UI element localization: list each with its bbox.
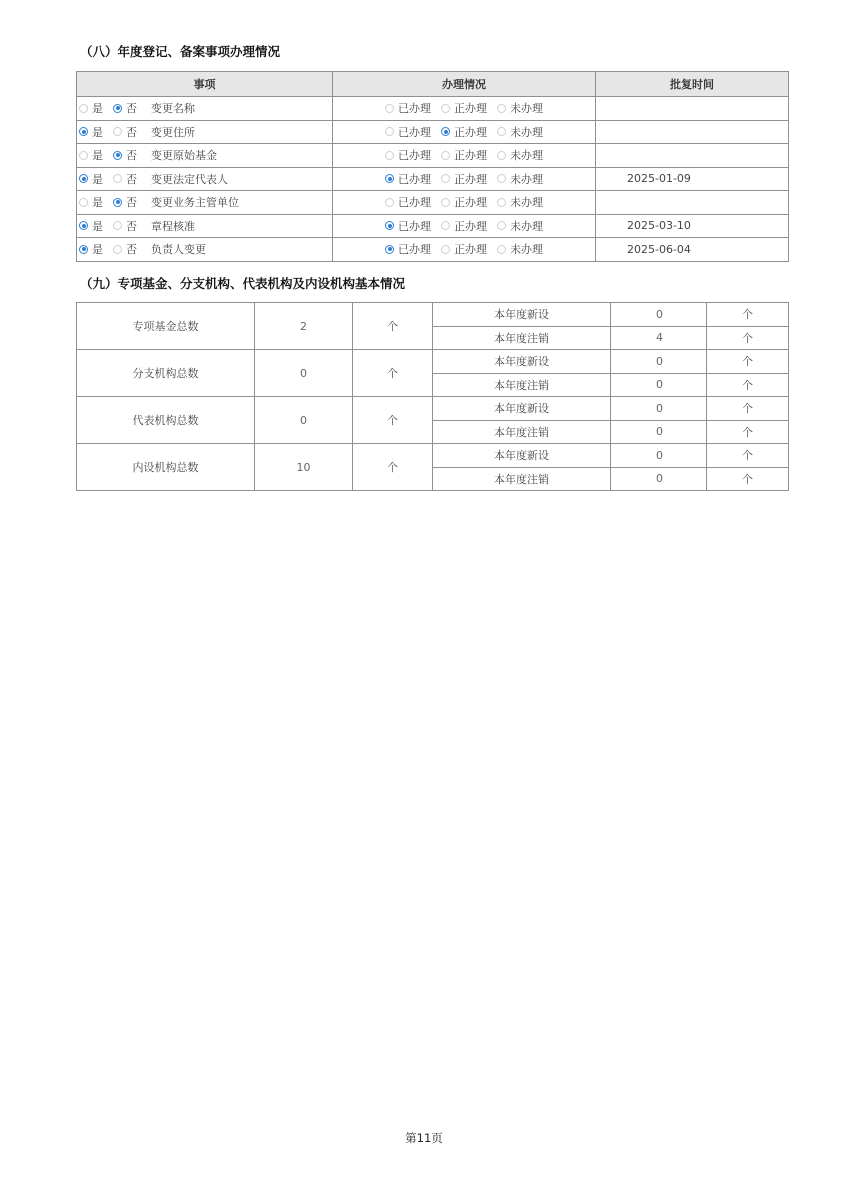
item-name: 变更业务主管单位 — [151, 196, 239, 210]
radio-icon[interactable] — [113, 198, 122, 207]
radio-icon[interactable] — [79, 151, 88, 160]
status-label: 未办理 — [510, 102, 543, 116]
radio-icon[interactable] — [113, 221, 122, 230]
item-cell — [77, 120, 333, 144]
radio-icon[interactable] — [441, 198, 450, 207]
cancel-count: 0 — [611, 373, 707, 397]
status-cell — [333, 238, 596, 262]
yes-option[interactable] — [79, 124, 103, 140]
yes-label: 是 — [92, 149, 103, 163]
item-name: 变更名称 — [151, 102, 195, 116]
header-date: 批复时间 — [596, 72, 789, 97]
item-name: 变更住所 — [151, 125, 195, 139]
registration-table — [76, 71, 789, 262]
status-label: 正办理 — [454, 102, 487, 116]
unit-label: 个 — [353, 444, 433, 491]
section8-title: （八）年度登记、备案事项办理情况 — [80, 44, 281, 59]
table-row — [77, 120, 789, 144]
yes-option[interactable] — [79, 194, 103, 210]
status-option[interactable] — [497, 218, 543, 234]
status-label: 已办理 — [398, 219, 431, 233]
status-option[interactable] — [441, 241, 487, 257]
radio-icon[interactable] — [385, 151, 394, 160]
table-row — [77, 191, 789, 215]
new-label: 本年度新设 — [433, 303, 611, 327]
status-label: 正办理 — [454, 125, 487, 139]
status-label: 已办理 — [398, 196, 431, 210]
status-label: 未办理 — [510, 125, 543, 139]
status-label: 正办理 — [454, 243, 487, 257]
unit-label: 个 — [707, 467, 789, 491]
status-option[interactable] — [441, 171, 487, 187]
category-label: 代表机构总数 — [77, 397, 255, 444]
item-name: 变更原始基金 — [151, 149, 217, 163]
status-label: 已办理 — [398, 102, 431, 116]
status-label: 正办理 — [454, 196, 487, 210]
new-count: 0 — [611, 303, 707, 327]
status-option[interactable] — [385, 218, 431, 234]
radio-icon[interactable] — [441, 174, 450, 183]
table-row — [77, 397, 789, 421]
radio-icon[interactable] — [79, 221, 88, 230]
table-row — [77, 144, 789, 168]
status-option[interactable] — [385, 171, 431, 187]
radio-icon[interactable] — [441, 221, 450, 230]
radio-icon[interactable] — [79, 127, 88, 136]
cancel-count: 0 — [611, 420, 707, 444]
approval-date — [596, 191, 789, 215]
no-option[interactable] — [113, 194, 137, 210]
table-row — [77, 444, 789, 468]
page-number: 第11页 — [405, 1131, 443, 1145]
status-option[interactable] — [497, 194, 543, 210]
status-cell — [333, 97, 596, 121]
radio-icon[interactable] — [113, 151, 122, 160]
unit-label: 个 — [707, 303, 789, 327]
status-option[interactable] — [497, 100, 543, 116]
table-row — [77, 303, 789, 327]
radio-icon[interactable] — [79, 245, 88, 254]
section9-title: （九）专项基金、分支机构、代表机构及内设机构基本情况 — [80, 276, 406, 291]
unit-label: 个 — [707, 350, 789, 374]
status-option[interactable] — [385, 124, 431, 140]
new-label: 本年度新设 — [433, 444, 611, 468]
status-label: 未办理 — [510, 149, 543, 163]
radio-icon[interactable] — [497, 198, 506, 207]
new-count: 0 — [611, 350, 707, 374]
institution-table — [76, 302, 789, 491]
radio-icon[interactable] — [79, 198, 88, 207]
item-name: 变更法定代表人 — [151, 172, 228, 186]
new-count: 0 — [611, 444, 707, 468]
status-label: 未办理 — [510, 243, 543, 257]
radio-icon[interactable] — [441, 127, 450, 136]
status-label: 未办理 — [510, 196, 543, 210]
radio-icon[interactable] — [113, 174, 122, 183]
item-name: 章程核准 — [151, 219, 195, 233]
category-label: 分支机构总数 — [77, 350, 255, 397]
status-cell — [333, 191, 596, 215]
status-label: 正办理 — [454, 219, 487, 233]
yes-option[interactable] — [79, 147, 103, 163]
item-cell — [77, 97, 333, 121]
total-count: 0 — [255, 397, 353, 444]
yes-option[interactable] — [79, 218, 103, 234]
radio-icon[interactable] — [385, 221, 394, 230]
radio-icon[interactable] — [441, 245, 450, 254]
radio-icon[interactable] — [113, 245, 122, 254]
radio-icon[interactable] — [497, 151, 506, 160]
cancel-count: 0 — [611, 467, 707, 491]
status-cell — [333, 214, 596, 238]
item-cell — [77, 238, 333, 262]
status-label: 已办理 — [398, 243, 431, 257]
approval-date: 2025-03-10 — [596, 214, 789, 238]
radio-icon[interactable] — [497, 245, 506, 254]
status-option[interactable] — [441, 100, 487, 116]
cancel-label: 本年度注销 — [433, 326, 611, 350]
status-label: 未办理 — [510, 172, 543, 186]
header-status: 办理情况 — [333, 72, 596, 97]
status-cell — [333, 120, 596, 144]
table-row — [77, 238, 789, 262]
unit-label: 个 — [707, 420, 789, 444]
no-option[interactable] — [113, 241, 137, 257]
yes-label: 是 — [92, 125, 103, 139]
radio-icon[interactable] — [497, 127, 506, 136]
institution-table-body — [77, 303, 789, 491]
approval-date — [596, 144, 789, 168]
no-option[interactable] — [113, 171, 137, 187]
approval-date — [596, 97, 789, 121]
cancel-label: 本年度注销 — [433, 420, 611, 444]
yes-label: 是 — [92, 219, 103, 233]
unit-label: 个 — [707, 444, 789, 468]
no-label: 否 — [126, 149, 137, 163]
unit-label: 个 — [353, 350, 433, 397]
status-label: 正办理 — [454, 172, 487, 186]
radio-icon[interactable] — [441, 151, 450, 160]
table-row — [77, 97, 789, 121]
radio-icon[interactable] — [497, 104, 506, 113]
item-cell — [77, 167, 333, 191]
status-option[interactable] — [497, 147, 543, 163]
status-label: 已办理 — [398, 125, 431, 139]
new-label: 本年度新设 — [433, 350, 611, 374]
table-row — [77, 214, 789, 238]
radio-icon[interactable] — [113, 104, 122, 113]
approval-date: 2025-01-09 — [596, 167, 789, 191]
radio-icon[interactable] — [497, 174, 506, 183]
yes-label: 是 — [92, 243, 103, 257]
category-label: 内设机构总数 — [77, 444, 255, 491]
registration-table-body — [77, 97, 789, 262]
no-label: 否 — [126, 125, 137, 139]
no-label: 否 — [126, 243, 137, 257]
status-cell — [333, 144, 596, 168]
total-count: 10 — [255, 444, 353, 491]
radio-icon[interactable] — [79, 104, 88, 113]
yes-option[interactable] — [79, 241, 103, 257]
radio-icon[interactable] — [441, 104, 450, 113]
radio-icon[interactable] — [385, 198, 394, 207]
status-option[interactable] — [385, 194, 431, 210]
status-label: 已办理 — [398, 149, 431, 163]
status-option[interactable] — [441, 147, 487, 163]
radio-icon[interactable] — [113, 127, 122, 136]
status-option[interactable] — [385, 147, 431, 163]
status-option[interactable] — [497, 124, 543, 140]
status-option[interactable] — [497, 241, 543, 257]
radio-icon[interactable] — [385, 245, 394, 254]
status-option[interactable] — [497, 171, 543, 187]
header-item: 事项 — [77, 72, 333, 97]
yes-label: 是 — [92, 102, 103, 116]
total-count: 0 — [255, 350, 353, 397]
new-count: 0 — [611, 397, 707, 421]
status-option[interactable] — [385, 100, 431, 116]
unit-label: 个 — [353, 303, 433, 350]
status-label: 已办理 — [398, 172, 431, 186]
table-row — [77, 350, 789, 374]
no-label: 否 — [126, 219, 137, 233]
item-name: 负责人变更 — [151, 243, 206, 257]
unit-label: 个 — [707, 373, 789, 397]
unit-label: 个 — [707, 326, 789, 350]
no-label: 否 — [126, 172, 137, 186]
no-option[interactable] — [113, 147, 137, 163]
new-label: 本年度新设 — [433, 397, 611, 421]
yes-option[interactable] — [79, 100, 103, 116]
no-label: 否 — [126, 102, 137, 116]
radio-icon[interactable] — [385, 174, 394, 183]
item-cell — [77, 144, 333, 168]
status-option[interactable] — [441, 194, 487, 210]
status-label: 正办理 — [454, 149, 487, 163]
approval-date: 2025-06-04 — [596, 238, 789, 262]
yes-option[interactable] — [79, 171, 103, 187]
status-option[interactable] — [441, 218, 487, 234]
radio-icon[interactable] — [79, 174, 88, 183]
status-option[interactable] — [441, 124, 487, 140]
approval-date — [596, 120, 789, 144]
status-option[interactable] — [385, 241, 431, 257]
yes-label: 是 — [92, 172, 103, 186]
no-label: 否 — [126, 196, 137, 210]
no-option[interactable] — [113, 218, 137, 234]
yes-label: 是 — [92, 196, 103, 210]
item-cell — [77, 191, 333, 215]
no-option[interactable] — [113, 100, 137, 116]
table-row — [77, 167, 789, 191]
radio-icon[interactable] — [385, 104, 394, 113]
cancel-label: 本年度注销 — [433, 467, 611, 491]
status-label: 未办理 — [510, 219, 543, 233]
table-header-row — [77, 72, 789, 97]
category-label: 专项基金总数 — [77, 303, 255, 350]
status-cell — [333, 167, 596, 191]
unit-label: 个 — [707, 397, 789, 421]
unit-label: 个 — [353, 397, 433, 444]
no-option[interactable] — [113, 124, 137, 140]
radio-icon[interactable] — [385, 127, 394, 136]
total-count: 2 — [255, 303, 353, 350]
radio-icon[interactable] — [497, 221, 506, 230]
item-cell — [77, 214, 333, 238]
cancel-label: 本年度注销 — [433, 373, 611, 397]
cancel-count: 4 — [611, 326, 707, 350]
